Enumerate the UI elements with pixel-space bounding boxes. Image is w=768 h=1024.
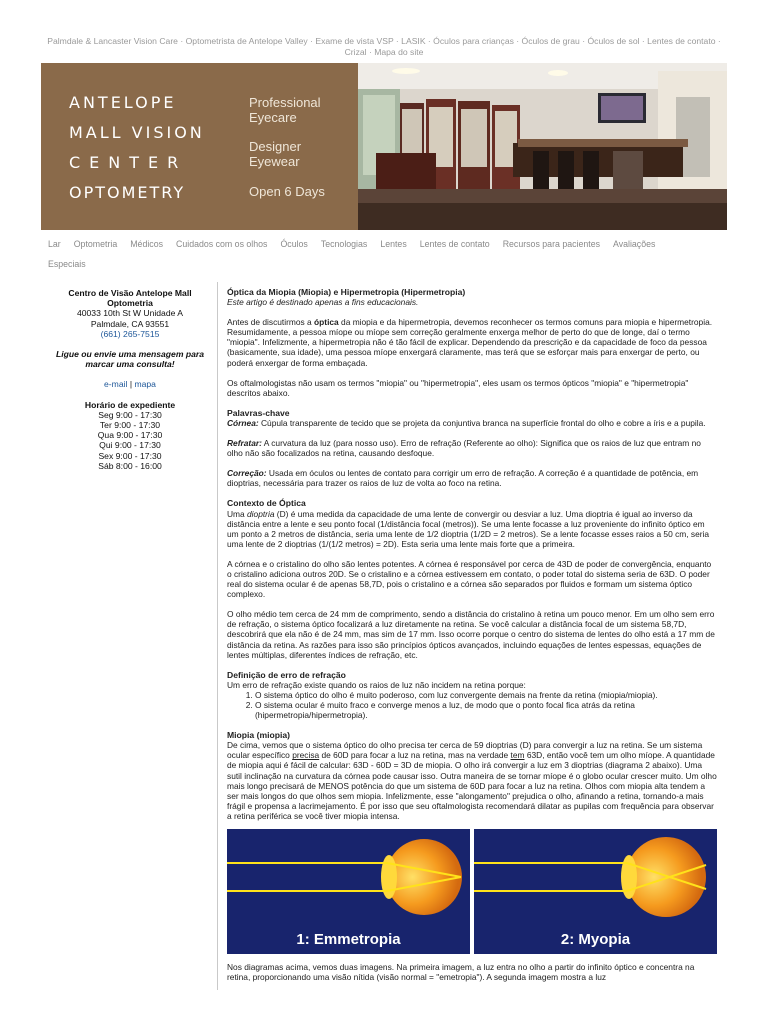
hours-fri: Sex 9:00 - 17:30	[98, 450, 162, 461]
hours-thu: Qui 9:00 - 17:30	[99, 440, 161, 451]
sidebar-contact	[50, 288, 210, 471]
email-link[interactable]: e-mail	[104, 379, 128, 390]
tagline-eyecare: Professional Eyecare	[249, 95, 321, 125]
list-item: 2. O sistema ocular é muito fraco e converge menos a luz, de modo que o ponto focal fica atrás da retina (hipermetropia/hipermetropia).	[255, 700, 717, 720]
logo-line-1: ANTELOPE	[69, 93, 177, 112]
keyword-refract: Refratar: A curvatura da luz (para nosso uso). Erro de refração (Referente ao olho): Significa que os raios de luz que entram no olho não são focalizados na retina, causando desfoque.	[227, 438, 701, 459]
banner-taglines	[219, 63, 358, 230]
nav-item-eye-care[interactable]: Cuidados com os olhos	[176, 239, 268, 249]
refractive-error-text: Um erro de refração existe quando os raios de luz não incidem na retina porque:	[227, 679, 526, 690]
refractive-error-list	[227, 690, 717, 720]
nav-item-lenses[interactable]: Lentes	[380, 239, 407, 249]
address-line-2: Palmdale, CA 93551	[90, 318, 170, 329]
tagline-eyewear: Designer Eyewear	[249, 139, 302, 169]
nav-item-reviews[interactable]: Avaliações	[613, 239, 656, 249]
cornea-lens-paragraph: A córnea e o cristalino do olho são lentes potentes. A córnea é responsável por cerca de 43D de poder de convergência, enquanto o cristalino adiciona outros 20D. Se o cristalino e a córnea estivessem em contato, o poder total do sistema seria de 63D. O poder real do sistema ocular é de apenas 58,7D, pois o cristalino e a córnea são separados por fluidos e formam um sistema óptico complexo.	[227, 558, 712, 600]
address-line-1: 40033 10th St W Unidade A	[76, 308, 184, 319]
appointment-cta: Ligue ou envie uma mensagem para marcar uma consulta!	[55, 349, 205, 370]
logo-line-4: OPTOMETRY	[69, 183, 186, 202]
refractive-error-heading: Definição de erro de refração	[227, 669, 346, 680]
nav-item-contact-lenses[interactable]: Lentes de contato	[419, 239, 490, 249]
nav-item-home[interactable]: Lar	[48, 239, 61, 249]
keyword-correction: Correção: Usada em óculos ou lentes de contato para corrigir um erro de refração. A correção é a quantidade de potência, em dioptrias, necessária para trazer os raios de luz de volta ao foco na retina.	[227, 468, 699, 489]
logo-line-3: CENTER	[69, 153, 188, 172]
nav-item-technologies[interactable]: Tecnologias	[320, 239, 368, 249]
myopia-heading: Miopia (miopia)	[227, 730, 291, 741]
terms-paragraph: Os oftalmologistas não usam os termos "miopia" ou "hipermetropia", eles usam os termos ópticos "miopia" e "hipermetropia" descritos abaixo.	[227, 377, 689, 398]
store-photo	[358, 63, 727, 230]
link-separator: |	[129, 379, 133, 390]
hours-mon: Seg 9:00 - 17:30	[98, 409, 162, 420]
article-title: Óptica da Miopia (Miopia) e Hipermetropia (Hipermetropia)	[227, 287, 466, 297]
hours-tue: Ter 9:00 - 17:30	[99, 420, 161, 431]
tagline-open: Open 6 Days	[249, 184, 325, 199]
eye-length-paragraph: O olho médio tem cerca de 24 mm de comprimento, sendo a distância do cristalino à retina um pouco menor. Em um olho sem erro de refração, o sistema óptico focalizará a luz diretamente na retina. Se você calcular a distância focal de um sistema 58,7D, descobrirá que ela não é de 24 mm, mas sim de 17 mm. Isso ocorre porque o centro do sistema de lentes do olho está a 17 mm de distância da retina. As razões para isso são princípios ópticos avançados, incluindo equações de lentes espessas, equações de lentes múltiplas, diferentes índices de refração, etc.	[227, 609, 715, 660]
intro-paragraph: Antes de discutirmos a óptica da miopia e da hipermetropia, devemos reconhecer os termos comuns para miopia e hipermetropia. Resumidamente, a pessoa míope ou míope sem correção geralmente enxerga melhor de perto do que de longe, daí o termo "miopia". Infelizmente, a hipermetropia não é tão fácil de explicar. Dependendo da prescrição e da capacidade de foco da pessoa (basicamente, sua idade), uma pessoa míope enxergará claramente, mas terá que se esforçar mais para enxergar de perto, ou poderá enxergar de forma embaçada.	[227, 317, 713, 368]
store-interior-image	[358, 63, 727, 230]
diagram-caption-emmetropia: 1: Emmetropia	[296, 930, 401, 948]
keyword-cornea: Córnea: Cúpula transparente de tecido que se projeta da conjuntiva branca na superfície frontal do olho e cobre a íris e a pupila.	[227, 417, 706, 428]
logo-line-2: MALL VISION	[69, 123, 205, 142]
nav-item-optometry[interactable]: Optometria	[73, 239, 118, 249]
list-item: 1. O sistema óptico do olho é muito poderoso, com luz convergente demais na frente da retina (miopia/miopia).	[255, 690, 717, 700]
diagram-explanation: Nos diagramas acima, vemos duas imagens. Na primeira imagem, a luz entra no olho a partir do infinito óptico e concentra na retina, proporcionando uma visão nítida (visão normal = "emetropia"). A segunda imagem mostra a luz	[227, 962, 695, 983]
nav-item-specials[interactable]: Especiais	[48, 259, 86, 269]
diagram-caption-myopia: 2: Myopia	[560, 930, 631, 948]
article-disclaimer: Este artigo é destinado apenas a fins educacionais.	[227, 297, 419, 308]
optics-term: óptica	[314, 317, 339, 328]
hours-sat: Sáb 8:00 - 16:00	[98, 460, 162, 471]
keywords-heading: Palavras-chave	[227, 407, 290, 418]
nav-item-patient-resources[interactable]: Recursos para pacientes	[502, 239, 600, 249]
hours-title: Horário de expediente	[84, 399, 176, 410]
optics-context-heading: Contexto de Óptica	[227, 498, 306, 509]
practice-name: Centro de Visão Antelope Mall Optometria	[68, 288, 192, 309]
seo-links-bar[interactable]: Palmdale & Lancaster Vision Care · Optometrista de Antelope Valley · Exame de vista VSP · LASIK · Óculos para crianças · Óculos de grau · Óculos de sol · Lentes de contato · Crizal · Mapa do site	[47, 36, 721, 57]
article-content	[227, 287, 717, 982]
nav-item-eyeglasses[interactable]: Óculos	[280, 239, 308, 249]
myopia-paragraph: De cima, vemos que o sistema óptico do olho precisa ter cerca de 59 dioptrias (D) para convergir a luz na retina. Se um sistema ocular específico precisa de 60D para focar a luz na retina, mas na verdade tem 63D, então você tem um olho míope. A quantidade de miopia aqui é fácil de calcular: 63D - 60D = 3D de miopia. O olho irá convergir a luz em 3 dioptrias (diagrama 2 abaixo). Uma sutil inclinação na curvatura da córnea pode causar isso. Outra maneira de se tornar míope é o globo ocular crescer muito. Um olho mais longo precisará de MENOS potência do que um sistema de 60D para focar a luz na retina. Olhos com miopia alta tendem a ser mais longos do que olhos sem miopia. Infelizmente, esse "alongamento" prejudica o olho, afinando a retina, tornando-a mais frágil e propensa a lacrimejamento. É por isso que seu oftalmologista recomendará dilatar as pupilas com frequência para observar a retina periférica se você tiver miopia intensa.	[227, 740, 717, 821]
diagram-row	[227, 829, 717, 954]
site-logo[interactable]	[41, 63, 219, 230]
diopter-paragraph: Uma dioptria (D) é uma medida da capacidade de uma lente de convergir ou desviar a luz. Uma dioptria é igual ao inverso da distância entre a lente e seu ponto focal (1/distância focal (metros)). Se uma lente focasse a luz proveniente do infinito óptico em um ponto a 2 metros de distância, seria uma lente de 1/2 dioptria (1/2D = 2 metros). Se a lente focasse esses raios a 50 cm, seria uma lente de 2 dioptrias (1/(1/2 metros) = 2D). Esta seria uma lente mais forte que a primeira.	[227, 508, 710, 549]
nav-item-doctors[interactable]: Médicos	[130, 239, 163, 249]
header-banner[interactable]	[41, 63, 727, 230]
column-divider	[217, 282, 218, 990]
myopia-diagram	[474, 829, 717, 954]
emmetropia-diagram	[227, 829, 470, 954]
phone-link[interactable]: (661) 265-7515	[100, 328, 160, 339]
main-nav	[48, 234, 738, 274]
hours-wed: Qua 9:00 - 17:30	[97, 430, 163, 441]
map-link[interactable]: mapa	[134, 379, 156, 390]
